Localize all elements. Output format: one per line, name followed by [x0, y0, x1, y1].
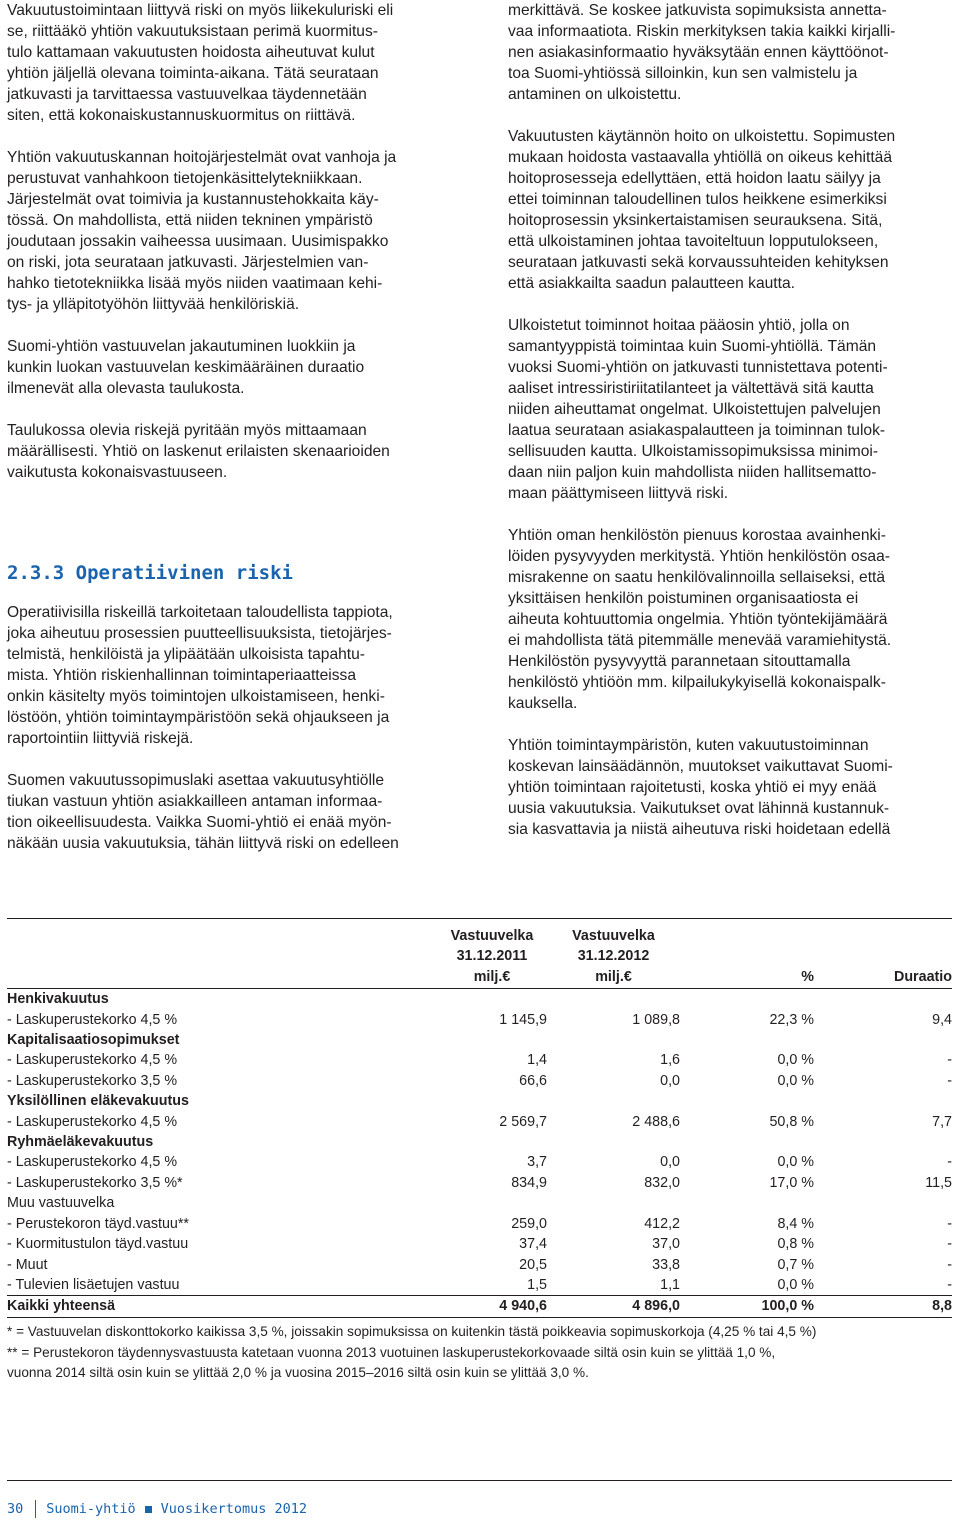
table-cell-percent — [680, 1030, 814, 1050]
table-top-rule — [7, 918, 952, 919]
table-header-duraatio: Duraatio — [814, 926, 952, 989]
table-cell-row-label: - Laskuperustekorko 3,5 %* — [7, 1174, 183, 1191]
table-cell-duraatio — [814, 1030, 952, 1050]
table-cell-row-label: - Laskuperustekorko 4,5 % — [7, 1011, 178, 1028]
table-row — [7, 1296, 952, 1317]
liability-table — [7, 926, 952, 1318]
table-cell-row-label: - Laskuperustekorko 4,5 % — [7, 1052, 178, 1069]
table-cell-percent — [680, 1132, 814, 1152]
footnote-1: * = Vastuuvelan diskonttokorko kaikissa 3,5 %, joissakin sopimuksissa on kuitenkin tästä poikkeavia sopimuskorkoja (4,25 % tai 4,5 %) — [7, 1324, 817, 1339]
table-cell-duraatio: 8,8 — [814, 1296, 952, 1317]
table-cell-value-2012: 0,0 — [660, 1072, 680, 1089]
table-cell-duraatio: 11,5 — [925, 1174, 952, 1191]
left-column-section — [7, 602, 462, 875]
right-column — [508, 0, 954, 861]
liability-table-container — [7, 926, 952, 1318]
table-cell-percent: 0,8 % — [777, 1236, 814, 1253]
table-cell-duraatio — [814, 1091, 952, 1111]
table-cell-percent: 8,4 % — [777, 1215, 814, 1232]
table-header-percent: % — [680, 926, 814, 989]
table-cell-duraatio: - — [947, 1276, 952, 1293]
table-cell-duraatio: - — [947, 1215, 952, 1232]
table-header-label — [7, 926, 437, 989]
table-cell-value-2011: 1 145,9 — [499, 1011, 547, 1028]
footnote-2: ** = Perustekoron täydennysvastuusta katetaan vuonna 2013 vuotuinen laskuperustekorkovaade siltä osin kuin se ylittää 1,0 %, — [7, 1344, 776, 1360]
table-cell-value-2012 — [547, 1030, 680, 1050]
table-cell-value-2011: 1,5 — [527, 1276, 547, 1293]
table-cell-row-label: - Muut — [7, 1256, 48, 1273]
table-row — [7, 1071, 952, 1091]
paragraph-hoitojarjestelmat: Yhtiön vakuutuskannan hoitojärjestelmät ovat vanhoja ja perustuvat vanhahkoon tietojenkäsittelytekniikkaan. Järjestelmät ovat toimivia ja kustannustehokkaita käy- tössä. On mahdollista, että niiden tekninen ympäristö joudutaan jossakin vaiheessa uusimaan. Uusimispakko on riski, jota seurataan jatkuvasti. Järjestelmien van- hahko tietotekniikka lisää myös niiden vaatimaan kehi- tys- ja ylläpitotyöhön liittyvää henkilöriskiä. — [7, 149, 397, 313]
table-cell-percent — [680, 989, 814, 1010]
footnote-3: vuonna 2014 siltä osin kuin se ylittää 2,0 % ja vuosina 2015–2016 siltä osin kuin se ylittää 3,0 %. — [7, 1365, 589, 1380]
paragraph-liikekuluriski: Vakuutustoimintaan liittyvä riski on myös liikekuluriski eli se, riittääkö yhtiön vakuutuksistaan perimä kuormitus- tulo kattamaan vakuutusten hoidosta aiheutuvat kulut yhtiön jäljellä olevana toiminta-aikana. Tätä seurataan jatkuvasti ja tarvittaessa vastuuvelkaa täydennetään siten, että kokonaiskustannuskuormitus on riittävä. — [7, 2, 394, 124]
table-cell-percent: 50,8 % — [769, 1113, 814, 1130]
table-cell-value-2011: 66,6 — [519, 1072, 547, 1089]
table-cell-value-2011 — [437, 1132, 547, 1152]
table-cell-duraatio: - — [947, 1256, 952, 1273]
page-number: 30 — [7, 1501, 24, 1517]
table-cell-value-2012 — [547, 1132, 680, 1152]
table-cell-percent — [680, 1091, 814, 1111]
table-cell-row-label: Muu vastuuvelka — [7, 1195, 115, 1212]
table-cell-value-2011 — [437, 1193, 547, 1213]
table-cell-value-2011: 4 940,6 — [437, 1296, 547, 1317]
paragraph-toimintaymparisto: Yhtiön toimintaympäristön, kuten vakuutustoiminnan koskevan lainsäädännön, muutokset vaikuttavat Suomi- yhtiön toimintaan rajoitetusti, koska yhtiö ei myy enää uusia vakuutuksia. Vaikutukset ovat lähinnä kustannuk- sia kasvattavia ja niistä aiheutuva riski hoidetaan edellä — [508, 737, 893, 838]
table-cell-value-2011: 834,9 — [511, 1174, 547, 1191]
table-row — [7, 1255, 952, 1275]
paragraph-operatiiviset-riskit: Operatiivisilla riskeillä tarkoitetaan taloudellista tappiota, joka aiheutuu prosessien puutteellisuuksista, tietojärjes- telmistä, henkilöistä ja ylipäätään ulkoisista tapahtu- mista. Yhtiön riskienhallinnan toimintaperiaatteissa onkin käsitelty myös toimintojen ulkoistamiseen, henki- löstöön, yhtiön toimintaympäristöön sekä ohjaukseen ja raportointiin liittyviä riskejä. — [7, 604, 393, 747]
left-column — [7, 0, 462, 504]
table-header-2011: Vastuuvelka 31.12.2011 milj.€ — [437, 926, 547, 989]
table-row — [7, 1010, 952, 1030]
table-cell-duraatio: 9,4 — [932, 1011, 952, 1028]
table-cell-duraatio: - — [947, 1072, 952, 1089]
paragraph-vakuutussopimuslaki: Suomen vakuutussopimuslaki asettaa vakuutusyhtiölle tiukan vastuun yhtiön asiakkailleen antaman informaa- tion oikeellisuudesta. Vaikka Suomi-yhtiö ei enää myön- näkään uusia vakuutuksia, tähän liittyvä riski on edelleen — [7, 772, 399, 852]
table-row — [7, 1132, 952, 1152]
paragraph-henkilosto: Yhtiön oman henkilöstön pienuus korostaa avainhenki- löiden pysyvyyden merkitystä. Yhtiön henkilöstön osaa- misrakenne on saatu henkilövalinnoilla sellaiseksi, että yksittäisen henkilön poistuminen organisaatiosta ei aiheuta kohtuuttomia ongelmia. Yhtiön työntekijämäärä ei mahdollista tätä pitemmälle menevää varamiehitystä. Henkilöstön pysyvyyttä parannetaan sitouttamalla henkilöstö yhtiöön mm. kilpailukykyisellä kokonaispalk- kauksella. — [508, 527, 892, 712]
table-cell-value-2012: 1,6 — [660, 1052, 680, 1069]
table-cell-value-2012: 2 488,6 — [632, 1113, 680, 1130]
table-cell-value-2012: 33,8 — [652, 1256, 680, 1273]
table-cell-value-2011: 2 569,7 — [499, 1113, 547, 1130]
paragraph-ulkoistettu-hoito: Vakuutusten käytännön hoito on ulkoistettu. Sopimusten mukaan hoidosta vastaavalla yhtiöllä on oikeus kehittää hoitoprosesseja edellyttäen, että hoidon laatu säilyy ja ettei toiminnan taloudellinen tulos heikkene esimerkiksi hoitoprosessin yksinkertaistamisen seurauksena. Sitä, että ulkoistaminen johtaa tavoiteltuun lopputulokseen, seurataan jatkuvasti sekä korvaussuhteiden kehityksen että asiakkailta saadun palautteen kautta. — [508, 128, 896, 292]
table-cell-duraatio: - — [947, 1052, 952, 1069]
table-cell-row-label: Kaikki yhteensä — [7, 1296, 437, 1317]
table-cell-value-2012: 37,0 — [652, 1236, 680, 1253]
table-cell-value-2011: 3,7 — [527, 1154, 547, 1171]
table-cell-value-2012: 0,0 — [660, 1154, 680, 1171]
table-cell-row-label: Henkivakuutus — [7, 991, 109, 1008]
footer-rule — [7, 1480, 952, 1481]
table-cell-percent: 22,3 % — [769, 1011, 814, 1028]
table-row — [7, 1152, 952, 1172]
table-cell-duraatio: 7,7 — [932, 1113, 952, 1130]
table-cell-duraatio — [814, 1193, 952, 1213]
table-cell-row-label: - Tulevien lisäetujen vastuu — [7, 1276, 180, 1293]
table-cell-value-2012: 1 089,8 — [632, 1011, 680, 1028]
table-cell-value-2012: 412,2 — [644, 1215, 680, 1232]
table-cell-value-2011 — [437, 989, 547, 1010]
table-cell-value-2011: 20,5 — [519, 1256, 547, 1273]
paragraph-informaatio: merkittävä. Se koskee jatkuvista sopimuksista annetta- vaa informaatiota. Riskin merkityksen takia kaikki kirjalli- nen asiakasinformaatio hyväksytään ennen käyttöönot- toa Suomi-yhtiössä silloinkin, kun sen valmistelu ja antaminen on ulkoistettu. — [508, 2, 896, 103]
table-cell-row-label: Kapitalisaatiosopimukset — [7, 1032, 180, 1049]
footer-company: Suomi-yhtiö — [46, 1501, 136, 1517]
table-cell-value-2012 — [547, 989, 680, 1010]
table-row — [7, 1112, 952, 1132]
table-cell-percent: 17,0 % — [769, 1174, 814, 1191]
table-row — [7, 989, 952, 1010]
table-cell-duraatio — [814, 989, 952, 1010]
footer-divider — [35, 1500, 36, 1518]
table-row — [7, 1214, 952, 1234]
table-cell-percent: 0,0 % — [777, 1276, 814, 1293]
table-row — [7, 1091, 952, 1111]
table-cell-value-2011: 259,0 — [511, 1215, 547, 1232]
table-cell-value-2011: 37,4 — [519, 1236, 547, 1253]
page-footer — [7, 1500, 307, 1518]
table-cell-value-2012 — [547, 1091, 680, 1111]
table-cell-duraatio — [814, 1132, 952, 1152]
table-cell-value-2012: 1,1 — [660, 1276, 680, 1293]
paragraph-skenaariot: Taulukossa olevia riskejä pyritään myös mittaamaan määrällisesti. Yhtiö on laskenut erilaisten skenaarioiden vaikutusta kokonaisvastuuseen. — [7, 422, 390, 481]
table-cell-value-2011: 1,4 — [527, 1052, 547, 1069]
table-cell-row-label: - Kuormitustulon täyd.vastuu — [7, 1236, 189, 1253]
table-cell-row-label: Yksilöllinen eläkevakuutus — [7, 1093, 189, 1110]
table-body — [7, 989, 952, 1318]
paragraph-vastuuvelan-jakautuminen: Suomi-yhtiön vastuuvelan jakautuminen luokkiin ja kunkin luokan vastuuvelan keskimääräinen duraatio ilmenevät alla olevasta taulukosta. — [7, 338, 365, 397]
table-cell-percent: 0,0 % — [777, 1072, 814, 1089]
table-cell-percent: 0,0 % — [777, 1052, 814, 1069]
table-header-2012: Vastuuvelka 31.12.2012 milj.€ — [547, 926, 680, 989]
table-cell-row-label: Ryhmäeläkevakuutus — [7, 1134, 154, 1151]
table-cell-percent — [680, 1193, 814, 1213]
table-cell-value-2012: 832,0 — [644, 1174, 680, 1191]
table-cell-row-label: - Laskuperustekorko 4,5 % — [7, 1113, 178, 1130]
table-row — [7, 1030, 952, 1050]
table-footnotes — [7, 1322, 957, 1384]
table-cell-value-2011 — [437, 1091, 547, 1111]
table-row — [7, 1173, 952, 1193]
section-title: 2.3.3 Operatiivinen riski — [7, 562, 293, 584]
table-cell-value-2012 — [547, 1193, 680, 1213]
footer-square-icon — [145, 1506, 152, 1513]
table-cell-percent: 0,7 % — [777, 1256, 814, 1273]
table-row — [7, 1193, 952, 1213]
footer-publication: Vuosikertomus 2012 — [160, 1501, 307, 1517]
table-cell-row-label: - Perustekoron täyd.vastuu** — [7, 1215, 189, 1232]
table-cell-duraatio: - — [947, 1154, 952, 1171]
table-cell-percent: 0,0 % — [777, 1154, 814, 1171]
table-cell-value-2011 — [437, 1030, 547, 1050]
table-row — [7, 1050, 952, 1070]
table-cell-value-2012: 4 896,0 — [547, 1296, 680, 1317]
table-row — [7, 1275, 952, 1296]
table-cell-row-label: - Laskuperustekorko 3,5 % — [7, 1072, 178, 1089]
table-cell-row-label: - Laskuperustekorko 4,5 % — [7, 1154, 178, 1171]
table-cell-duraatio: - — [947, 1236, 952, 1253]
table-cell-percent: 100,0 % — [680, 1296, 814, 1317]
table-row — [7, 1234, 952, 1254]
paragraph-ulkoistetut-toiminnot: Ulkoistetut toiminnot hoitaa pääosin yhtiö, jolla on samantyyppistä toimintaa kuin Suomi-yhtiöllä. Tämän vuoksi Suomi-yhtiön on jatkuvasti tunnistettava potenti- aaliset intressiristiriitatilanteet ja vältettävä sitä kautta niiden aiheuttamat ongelmat. Ulkoistettujen palvelujen laatua seurataan asiakaspalautteen ja toiminnan tulok- sellisuuden kautta. Ulkoistamissopimuksissa minimoi- daan niin paljon kuin mahdollista niiden hallitsematto- maan päättymiseen liittyvä riski. — [508, 317, 888, 502]
table-header-row — [7, 926, 952, 989]
